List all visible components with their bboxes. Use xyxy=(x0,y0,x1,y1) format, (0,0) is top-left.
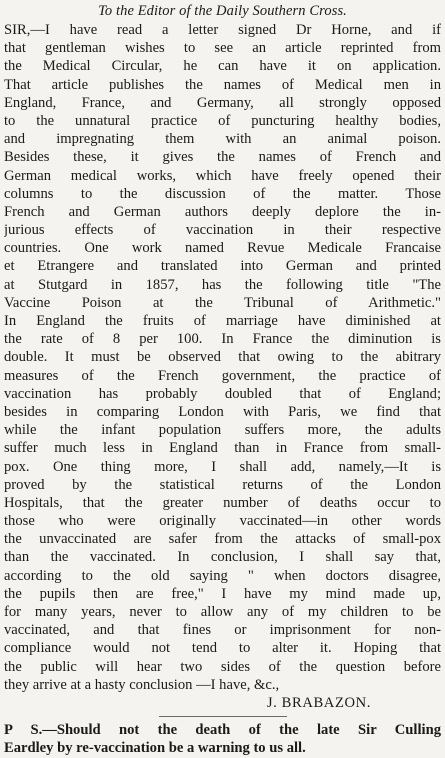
letter-line: at Stutgard in 1857, has the following title "The xyxy=(4,276,441,293)
letter-line: than the vaccinated. In conclusion, I shall say that, xyxy=(4,549,441,566)
letter-line: Hospitals, that the greater number of deaths occur to xyxy=(4,494,441,511)
letter-line: they arrive at a hasty conclusion —I have, &c., xyxy=(4,676,280,693)
signature: J. BRABAZON. xyxy=(266,694,371,711)
postscript-line: P S.—Should not the death of the late Sir Culling xyxy=(4,722,441,739)
divider-rule xyxy=(159,716,287,717)
letter-line: countries. One work named Revue Medicale Francaise xyxy=(4,240,441,257)
letter-body xyxy=(4,21,441,694)
letter-line: those who were originally vaccinated—in other words xyxy=(4,513,441,530)
letter-heading: To the Editor of the Daily Southern Cross. xyxy=(98,3,347,19)
letter-line: compliance would not tend to alter it. Hoping that xyxy=(4,640,441,657)
letter-line: jurious effects of vaccination in their respective xyxy=(4,222,441,239)
letter-line: German medical works, which have freely opened their xyxy=(4,167,441,184)
letter-line: besides in comparing London with Paris, we find that xyxy=(4,403,441,420)
letter-line: the rate of 8 per 100. In France the diminution is xyxy=(4,331,441,348)
letter-line: Besides these, it gives the names of French and xyxy=(4,149,441,166)
letter-line: and impregnating them with an animal poison. xyxy=(4,131,441,148)
letter-line: to the unnatural practice of puncturing healthy bodies, xyxy=(4,112,441,129)
letter-line: suffer much less in England than in France from small- xyxy=(4,440,441,457)
letter-line: the pupils then are free," I have my mind made up, xyxy=(4,585,441,602)
letter-line: vaccination has probably doubled that of England; xyxy=(4,385,441,402)
letter-line: the unvaccinated are safer from the attacks of small-pox xyxy=(4,531,441,548)
letter-line: while the infant population suffers more, the adults xyxy=(4,422,441,439)
letter-line: that gentleman wishes to see an article reprinted from xyxy=(4,40,441,57)
letter-line: et Etrangere and translated into German and printed xyxy=(4,258,441,275)
postscript-line: Eardley by re-vaccination be a warning to us all. xyxy=(4,740,306,757)
letter-line: the public will hear two sides of the question before xyxy=(4,658,441,675)
letter-line: England, France, and Germany, all strongly opposed xyxy=(4,94,441,111)
letter-line: measures of the French government, the practice of xyxy=(4,367,441,384)
letter-line: That article publishes the names of Medical men in xyxy=(4,76,441,93)
letter-line: columns to the discussion of the matter. Those xyxy=(4,185,441,202)
letter-line: double. It must be observed that owing to the abitrary xyxy=(4,349,441,366)
letter-line: In England the fruits of marriage have diminished at xyxy=(4,313,441,329)
letter-line: according to the old saying " when doctors disagree, xyxy=(4,567,441,584)
letter-line: Vaccine Poison at the Tribunal of Arithmetic." xyxy=(4,294,441,311)
postscript xyxy=(4,721,441,757)
letter-line: proved by the statistical returns of the London xyxy=(4,476,441,493)
letter-line: vaccinated, and that fines or imprisonment for non- xyxy=(4,622,441,639)
letter-line: for many years, never to allow any of my children to be xyxy=(4,604,441,620)
letter-line: French and German authors deeply deplore the in- xyxy=(4,203,441,220)
letter-line: pox. One thing more, I shall add, namely,—It is xyxy=(4,458,441,475)
letter-line: SIR,—I have read a letter signed Dr Horne, and if xyxy=(4,22,441,38)
letter-line: the Medical Circular, he can have it on application. xyxy=(4,58,441,75)
